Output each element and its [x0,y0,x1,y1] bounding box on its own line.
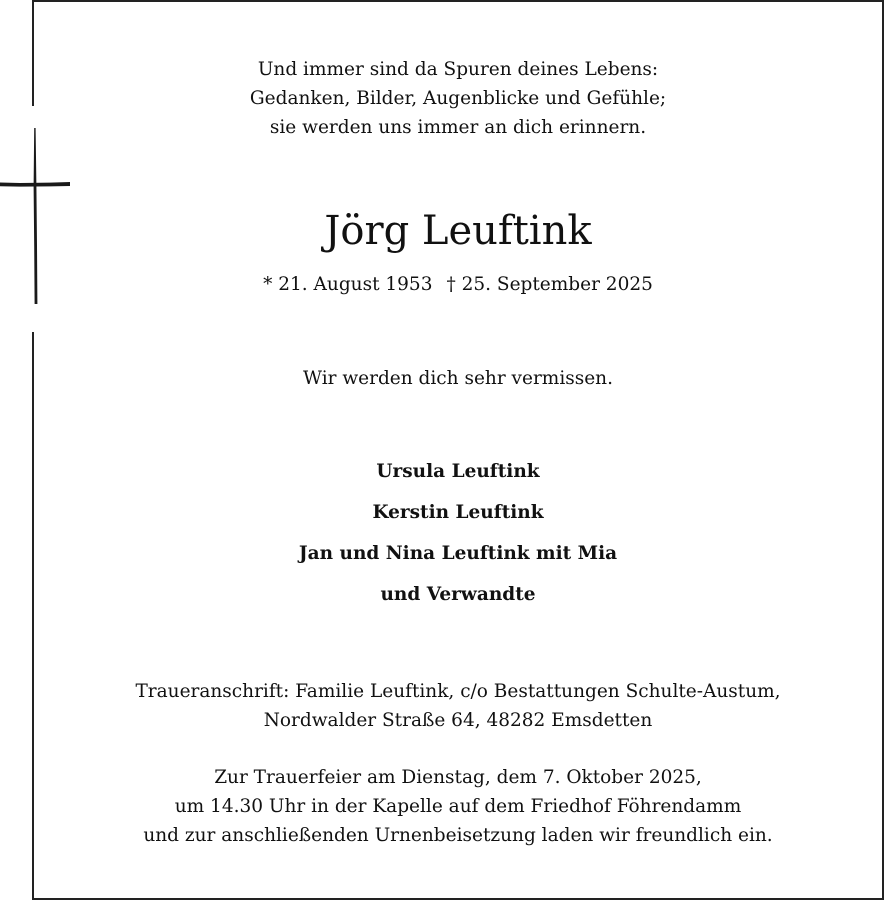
ceremony-line-2: um 14.30 Uhr in der Kapelle auf dem Friedhof Föhrendamm [174,796,742,817]
mourner-3: Jan und Nina Leuftink mit Mia [298,543,618,564]
notice-content [34,0,882,900]
deceased-name: Jörg Leuftink [324,208,592,254]
poem-line-3: sie werden uns immer an dich erinnern. [269,117,647,138]
poem-line-2: Gedanken, Bilder, Augenblicke und Gefühle; [249,88,667,109]
mourner-4: und Verwandte [380,584,536,605]
farewell-text: Wir werden dich sehr vermissen. [303,368,613,389]
address-line-2: Nordwalder Straße 64, 48282 Emsdetten [263,710,653,731]
ceremony-line-3: und zur anschließenden Urnenbeisetzung laden wir freundlich ein. [143,825,773,846]
life-dates [34,272,882,298]
mourner-2: Kerstin Leuftink [372,502,544,523]
mourner-1: Ursula Leuftink [376,461,540,482]
address-line-1: Traueranschrift: Familie Leuftink, c/o Bestattungen Schulte-Austum, [135,681,781,702]
death-date: † 25. September 2025 [446,274,653,295]
ceremony-line-1: Zur Trauerfeier am Dienstag, dem 7. Oktober 2025, [214,767,702,788]
poem-line-1: Und immer sind da Spuren deines Lebens: [257,59,659,80]
birth-date: * 21. August 1953 [263,274,433,295]
